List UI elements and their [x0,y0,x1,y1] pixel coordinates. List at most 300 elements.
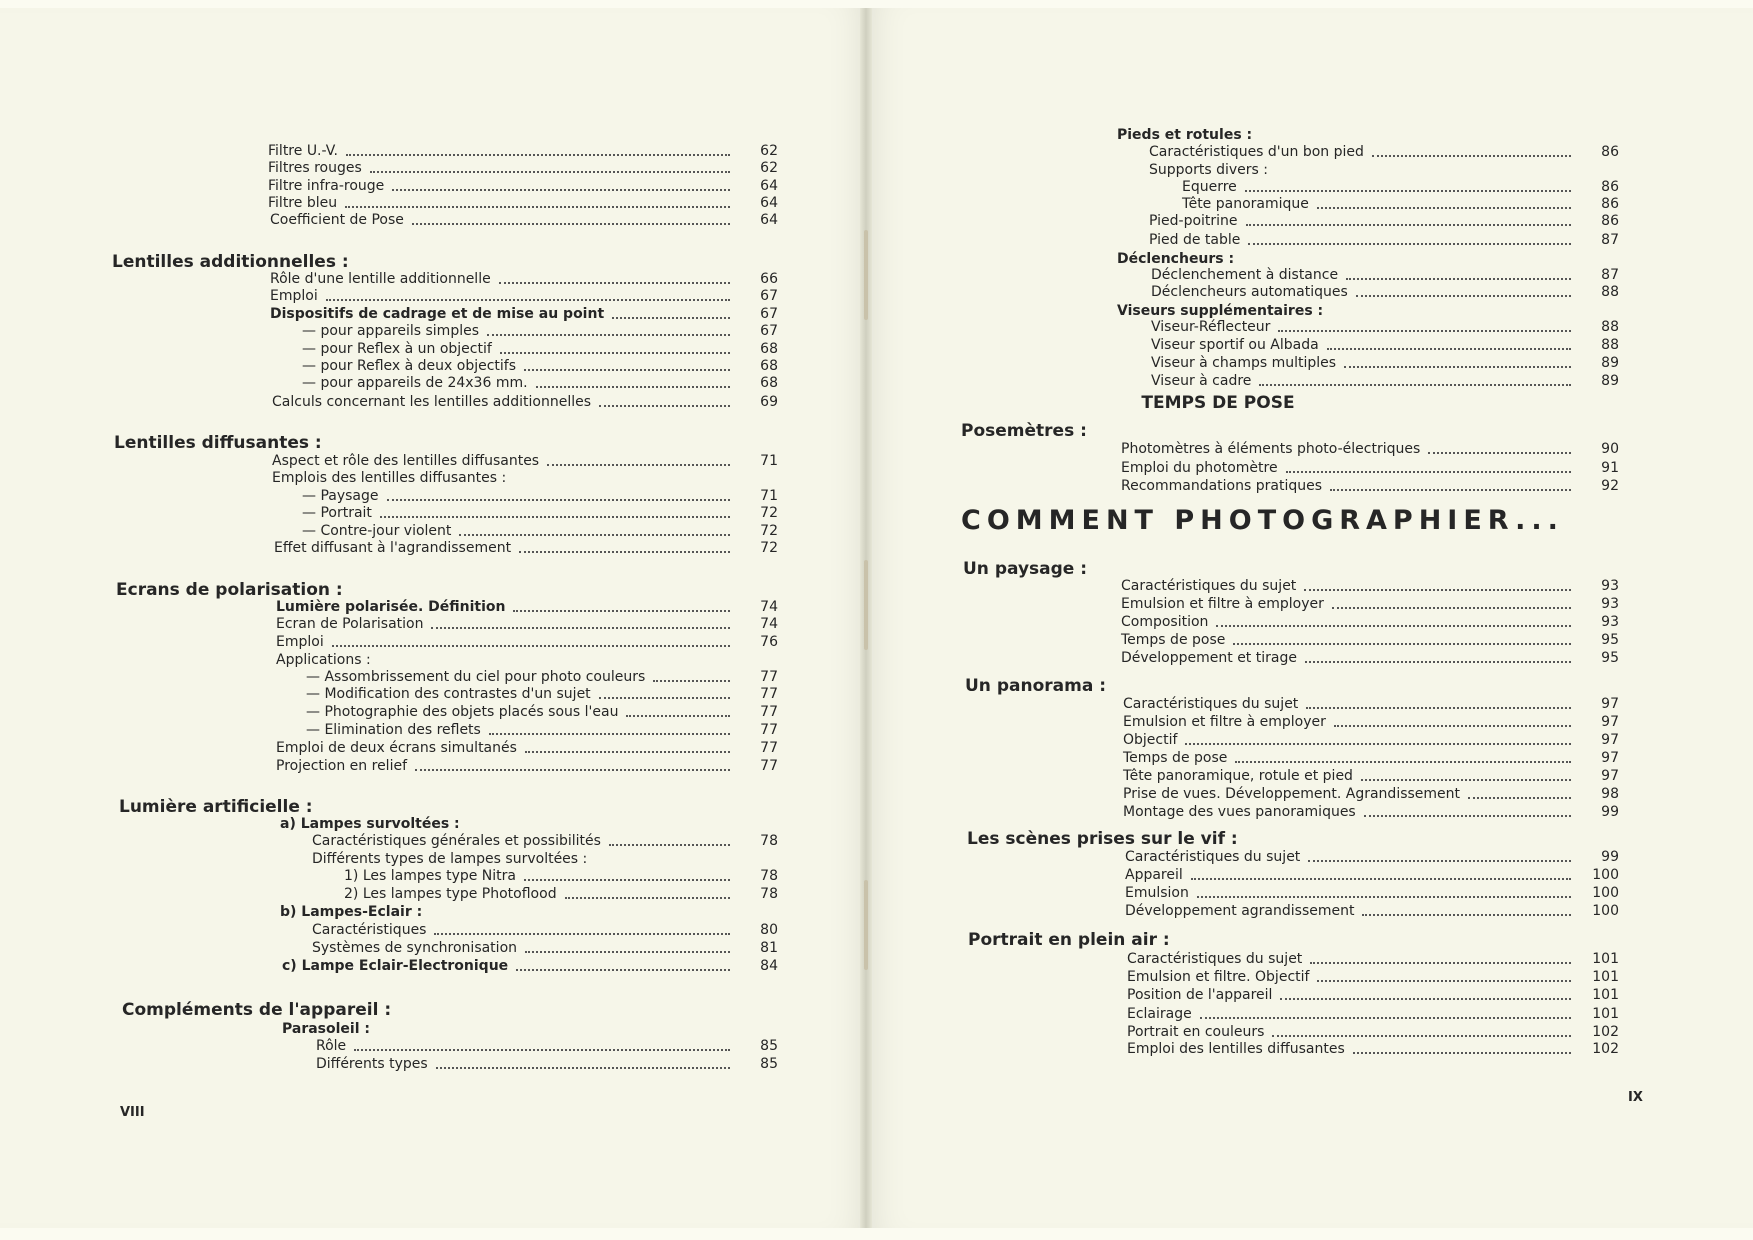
toc-entry [268,177,778,195]
toc-entry-title: Coefficient de Pose [270,212,404,228]
toc-page-number: 77 [760,740,778,756]
toc-entry-title: Emulsion et filtre à employer [1121,596,1324,612]
toc-entry-title: Dispositifs de cadrage et de mise au point [270,306,605,322]
toc-entry-title: Objectif [1123,732,1178,748]
toc-entry [312,850,778,868]
toc-entry-title: — pour appareils de 24x36 mm. [302,375,528,391]
toc-entry-title: Supports divers : [1149,162,1268,178]
toc-entry-title: — Photographie des objets placés sous l'eau [306,704,619,720]
page-number: IX [1628,1090,1643,1105]
toc-entry-title: Filtre U.-V. [268,143,338,159]
toc-entry-title: 2) Les lampes type Photoflood [344,886,557,902]
toc-entry-title: Filtre infra-rouge [268,178,385,194]
toc-entry [1123,767,1619,785]
toc-entry [1121,459,1619,477]
section-heading: Lumière artificielle : [119,797,313,817]
toc-entry-title: Temps de pose [1123,750,1228,766]
toc-page-number: 97 [1601,714,1619,730]
toc-entry-title: Applications : [276,652,371,668]
toc-entry-title: Effet diffusant à l'agrandissement [274,540,512,556]
toc-page-number: 87 [1601,232,1619,248]
toc-page-number: 102 [1592,1024,1619,1040]
dot-leader [519,551,730,553]
dot-leader [1235,761,1571,763]
toc-page-number: 89 [1601,373,1619,389]
toc-entry [280,903,778,921]
toc-page-number: 97 [1601,732,1619,748]
dot-leader [1233,643,1571,645]
toc-entry-title: Viseur-Réflecteur [1151,319,1271,335]
toc-page-number: 102 [1592,1041,1619,1057]
toc-entry-title: Montage des vues panoramiques [1123,804,1356,820]
toc-entry [1117,126,1619,144]
toc-page-number: 86 [1601,196,1619,212]
dot-leader [1308,860,1571,862]
toc-entry [312,921,778,939]
toc-page-number: 93 [1601,578,1619,594]
toc-entry-title: Aspect et rôle des lentilles diffusantes [272,453,540,469]
dot-leader [326,299,730,301]
dot-leader [565,897,730,899]
dot-leader [1286,471,1571,473]
toc-page-number: 101 [1592,987,1619,1003]
toc-entry [272,452,778,470]
toc-page-number: 88 [1601,284,1619,300]
dot-leader [487,334,730,336]
toc-page-number: 89 [1601,355,1619,371]
toc-page-number: 86 [1601,144,1619,160]
toc-entry-title: Systèmes de synchronisation [312,940,518,956]
toc-entry-title: Emploi du photomètre [1121,460,1278,476]
section-heading: Posemètres : [961,421,1087,441]
dot-leader [489,733,730,735]
dot-leader [1200,1017,1571,1019]
dot-leader [1428,452,1571,454]
toc-entry-title: Viseur à cadre [1151,373,1252,389]
toc-entry-title: Pieds et rotules : [1117,127,1253,143]
dot-leader [387,499,730,501]
dot-leader [516,969,730,971]
section-heading: Un paysage : [963,559,1088,579]
section-heading: Portrait en plein air : [968,930,1170,950]
toc-entry [1121,577,1619,595]
toc-entry-title: Prise de vues. Développement. Agrandissement [1123,786,1461,802]
dot-leader [1197,896,1571,898]
dot-leader [1248,243,1571,245]
dot-leader [1364,815,1571,817]
toc-entry-title: Pied-poitrine [1149,213,1238,229]
toc-entry-title: Caractéristiques générales et possibilités [312,833,601,849]
toc-page-number: 64 [760,212,778,228]
toc-entry-title: — Elimination des reflets [306,722,481,738]
dot-leader [346,154,730,156]
toc-entry-title: Position de l'appareil [1127,987,1273,1003]
toc-page-number: 95 [1601,632,1619,648]
dot-leader [626,715,730,717]
toc-entry [302,487,778,505]
toc-entry-title: Ecran de Polarisation [276,616,424,632]
toc-page-number: 85 [760,1056,778,1072]
toc-entry [316,1055,778,1073]
toc-entry [282,1020,778,1038]
toc-page-number: 62 [760,160,778,176]
dot-leader [612,317,730,319]
toc-page-number: 77 [760,722,778,738]
toc-page-number: 64 [760,178,778,194]
toc-page-number: 77 [760,686,778,702]
toc-entry-title: Différents types de lampes survoltées : [312,851,588,867]
section-heading: Ecrans de polarisation : [116,580,343,600]
dot-leader [412,223,730,225]
toc-entry [272,393,778,411]
toc-entry [306,703,778,721]
toc-entry [1125,848,1619,866]
dot-leader [513,610,730,612]
toc-entry-title: Différents types [316,1056,428,1072]
toc-entry [270,211,778,229]
toc-page-number: 78 [760,886,778,902]
toc-entry-title: Calculs concernant les lentilles additionnelles [272,394,592,410]
toc-page-number: 88 [1601,319,1619,335]
dot-leader [599,405,730,407]
dot-leader [525,751,730,753]
toc-entry-title: Appareil [1125,867,1183,883]
toc-entry [1182,195,1619,213]
toc-entry [272,469,778,487]
toc-entry [1121,631,1619,649]
toc-entry [302,504,778,522]
dot-leader [1372,155,1571,157]
dot-leader [609,844,730,846]
toc-entry [306,668,778,686]
toc-entry-title: Projection en relief [276,758,407,774]
dot-leader [1310,962,1571,964]
toc-entry-title: Emploi de deux écrans simultanés [276,740,517,756]
dot-leader [1361,779,1571,781]
dot-leader [434,933,730,935]
section-heading: Lentilles additionnelles : [112,252,349,272]
dot-leader [1327,348,1571,350]
toc-page-number: 97 [1601,768,1619,784]
toc-page-number: 71 [760,488,778,504]
toc-entry [312,939,778,957]
toc-entry [1123,803,1619,821]
toc-page-number: 101 [1592,969,1619,985]
toc-entry-title: Caractéristiques [312,922,427,938]
binding-stitch [864,880,868,970]
section-heading: TEMPS DE POSE [1141,393,1295,413]
toc-page-number: 67 [760,306,778,322]
toc-page-number: 80 [760,922,778,938]
toc-page-number: 92 [1601,478,1619,494]
dot-leader [1278,330,1571,332]
right-page [868,8,1753,1228]
toc-page-number: 62 [760,143,778,159]
toc-entry-title: Recommandations pratiques [1121,478,1322,494]
dot-leader [370,171,730,173]
toc-entry [1149,231,1619,249]
toc-entry-title: Développement et tirage [1121,650,1297,666]
dot-leader [436,1067,730,1069]
toc-page-number: 64 [760,195,778,211]
dot-leader [1362,914,1571,916]
toc-entry [1151,266,1619,284]
toc-entry-title: Emploi [270,288,318,304]
toc-page-number: 84 [760,958,778,974]
toc-entry-title: Filtres rouges [268,160,362,176]
toc-entry-title: 1) Les lampes type Nitra [344,868,516,884]
chapter-title: COMMENT PHOTOGRAPHIER... [961,505,1564,536]
dot-leader [1306,707,1571,709]
dot-leader [500,352,730,354]
toc-entry [276,633,778,651]
toc-entry-title: Portrait en couleurs [1127,1024,1265,1040]
dot-leader [415,769,730,771]
toc-entry [1149,143,1619,161]
toc-page-number: 97 [1601,750,1619,766]
toc-entry [276,615,778,633]
toc-entry-title: Caractéristiques du sujet [1123,696,1299,712]
toc-entry [1127,968,1619,986]
toc-entry [1151,336,1619,354]
toc-page-number: 100 [1592,885,1619,901]
dot-leader [524,879,730,881]
toc-page-number: 93 [1601,596,1619,612]
toc-entry-title: Viseurs supplémentaires : [1117,303,1324,319]
toc-entry [268,142,778,160]
toc-entry-title: a) Lampes survoltées : [280,816,460,832]
dot-leader [1468,797,1571,799]
toc-entry-title: Caractéristiques d'un bon pied [1149,144,1364,160]
toc-entry [1121,440,1619,458]
toc-page-number: 97 [1601,696,1619,712]
dot-leader [345,206,730,208]
toc-page-number: 85 [760,1038,778,1054]
toc-entry-title: Parasoleil : [282,1021,370,1037]
toc-page-number: 66 [760,271,778,287]
toc-page-number: 72 [760,505,778,521]
dot-leader [1259,384,1571,386]
toc-entry [302,322,778,340]
toc-entry [1127,986,1619,1004]
toc-page-number: 101 [1592,1006,1619,1022]
toc-entry [1123,749,1619,767]
toc-entry [1123,785,1619,803]
toc-entry [1149,161,1619,179]
toc-entry [1121,613,1619,631]
toc-entry-title: b) Lampes-Eclair : [280,904,423,920]
dot-leader [1304,589,1571,591]
dot-leader [1272,1035,1571,1037]
toc-entry-title: Caractéristiques du sujet [1121,578,1297,594]
dot-leader [392,189,730,191]
toc-page-number: 81 [760,940,778,956]
toc-page-number: 74 [760,599,778,615]
dot-leader [1330,489,1571,491]
toc-page-number: 90 [1601,441,1619,457]
toc-entry [1151,318,1619,336]
toc-page-number: 68 [760,375,778,391]
dot-leader [459,534,730,536]
toc-entry [1125,866,1619,884]
toc-entry [1127,1023,1619,1041]
toc-entry-title: — Portrait [302,505,372,521]
dot-leader [1191,878,1571,880]
toc-entry [1127,950,1619,968]
toc-page-number: 98 [1601,786,1619,802]
dot-leader [599,697,730,699]
dot-leader [1185,743,1571,745]
toc-entry-title: c) Lampe Eclair-Electronique [282,958,509,974]
toc-entry-title: — Assombrissement du ciel pour photo couleurs [306,669,646,685]
toc-entry [1123,713,1619,731]
toc-entry [316,1037,778,1055]
toc-entry [306,721,778,739]
dot-leader [1356,295,1571,297]
toc-entry-title: — pour Reflex à un objectif [302,341,492,357]
binding-stitch [864,560,868,650]
dot-leader [1246,224,1571,226]
toc-entry [282,957,778,975]
toc-page-number: 100 [1592,867,1619,883]
toc-entry [270,270,778,288]
toc-entry [1125,884,1619,902]
toc-entry [1151,372,1619,390]
dot-leader [354,1049,730,1051]
toc-entry-title: Eclairage [1127,1006,1192,1022]
toc-entry-title: Tête panoramique, rotule et pied [1123,768,1353,784]
toc-page-number: 67 [760,323,778,339]
toc-entry-title: Filtre bleu [268,195,338,211]
dot-leader [1334,725,1571,727]
toc-entry-title: Viseur sportif ou Albada [1151,337,1319,353]
toc-page-number: 72 [760,540,778,556]
toc-entry [1182,178,1619,196]
section-heading: Compléments de l'appareil : [122,1000,392,1020]
section-heading: Lentilles diffusantes : [114,433,322,453]
dot-leader [525,951,730,953]
toc-entry-title: Temps de pose [1121,632,1226,648]
toc-page-number: 67 [760,288,778,304]
left-page [0,8,867,1228]
toc-entry [274,539,778,557]
toc-entry-title: Déclencheurs automatiques [1151,284,1348,300]
toc-entry [276,757,778,775]
toc-page-number: 93 [1601,614,1619,630]
toc-entry [302,374,778,392]
toc-entry-title: Déclencheurs : [1117,251,1235,267]
dot-leader [1353,1052,1571,1054]
dot-leader [536,386,730,388]
dot-leader [332,645,730,647]
toc-entry-title: Développement agrandissement [1125,903,1355,919]
toc-page-number: 71 [760,453,778,469]
toc-entry [302,340,778,358]
toc-entry [1127,1005,1619,1023]
toc-page-number: 78 [760,833,778,849]
toc-entry [312,832,778,850]
toc-page-number: 99 [1601,849,1619,865]
toc-page-number: 74 [760,616,778,632]
dot-leader [499,282,730,284]
toc-entry-title: Déclenchement à distance [1151,267,1339,283]
toc-entry-title: Viseur à champs multiples [1151,355,1337,371]
toc-entry-title: Lumière polarisée. Définition [276,599,506,615]
toc-entry [1123,695,1619,713]
toc-page-number: 87 [1601,267,1619,283]
dot-leader [1317,980,1571,982]
toc-entry-title: Composition [1121,614,1209,630]
dot-leader [1305,661,1571,663]
toc-entry [280,815,778,833]
dot-leader [653,680,730,682]
toc-entry-title: — Modification des contrastes d'un sujet [306,686,591,702]
toc-entry-title: Emploi des lentilles diffusantes [1127,1041,1345,1057]
dot-leader [1344,366,1571,368]
dot-leader [431,627,730,629]
toc-page-number: 77 [760,704,778,720]
dot-leader [380,516,730,518]
toc-entry [302,357,778,375]
toc-page-number: 77 [760,669,778,685]
toc-page-number: 91 [1601,460,1619,476]
toc-entry-title: — Paysage [302,488,379,504]
toc-page-number: 86 [1601,179,1619,195]
dot-leader [1280,998,1571,1000]
toc-page-number: 68 [760,358,778,374]
toc-entry-title: Tête panoramique [1182,196,1309,212]
toc-entry-title: Rôle [316,1038,347,1054]
section-heading: Un panorama : [965,676,1107,696]
toc-entry [268,159,778,177]
toc-page-number: 76 [760,634,778,650]
toc-entry-title: Emulsion et filtre. Objectif [1127,969,1310,985]
toc-entry [268,194,778,212]
toc-page-number: 99 [1601,804,1619,820]
toc-page-number: 69 [760,394,778,410]
toc-page-number: 88 [1601,337,1619,353]
toc-entry-title: — pour appareils simples [302,323,480,339]
toc-entry [306,685,778,703]
dot-leader [1216,625,1571,627]
toc-entry-title: — pour Reflex à deux objectifs [302,358,517,374]
dot-leader [524,369,730,371]
toc-entry [276,651,778,669]
toc-entry-title: Photomètres à éléments photo-électriques [1121,441,1421,457]
toc-entry-title: Emploi [276,634,324,650]
dot-leader [1245,190,1571,192]
toc-entry [1123,731,1619,749]
toc-page-number: 72 [760,523,778,539]
toc-entry [1121,477,1619,495]
toc-entry [1151,283,1619,301]
toc-entry-title: Emulsion [1125,885,1189,901]
toc-page-number: 101 [1592,951,1619,967]
toc-entry [1127,1040,1619,1058]
toc-entry-title: Pied de table [1149,232,1241,248]
page-number: VIII [120,1105,145,1120]
section-heading: Les scènes prises sur le vif : [967,829,1238,849]
toc-page-number: 68 [760,341,778,357]
toc-entry [302,522,778,540]
toc-entry-title: Rôle d'une lentille additionnelle [270,271,491,287]
toc-entry-title: Emulsion et filtre à employer [1123,714,1326,730]
toc-entry-title: Caractéristiques du sujet [1127,951,1303,967]
toc-entry-title: Caractéristiques du sujet [1125,849,1301,865]
toc-entry [1149,212,1619,230]
toc-entry [344,885,778,903]
toc-entry [344,867,778,885]
